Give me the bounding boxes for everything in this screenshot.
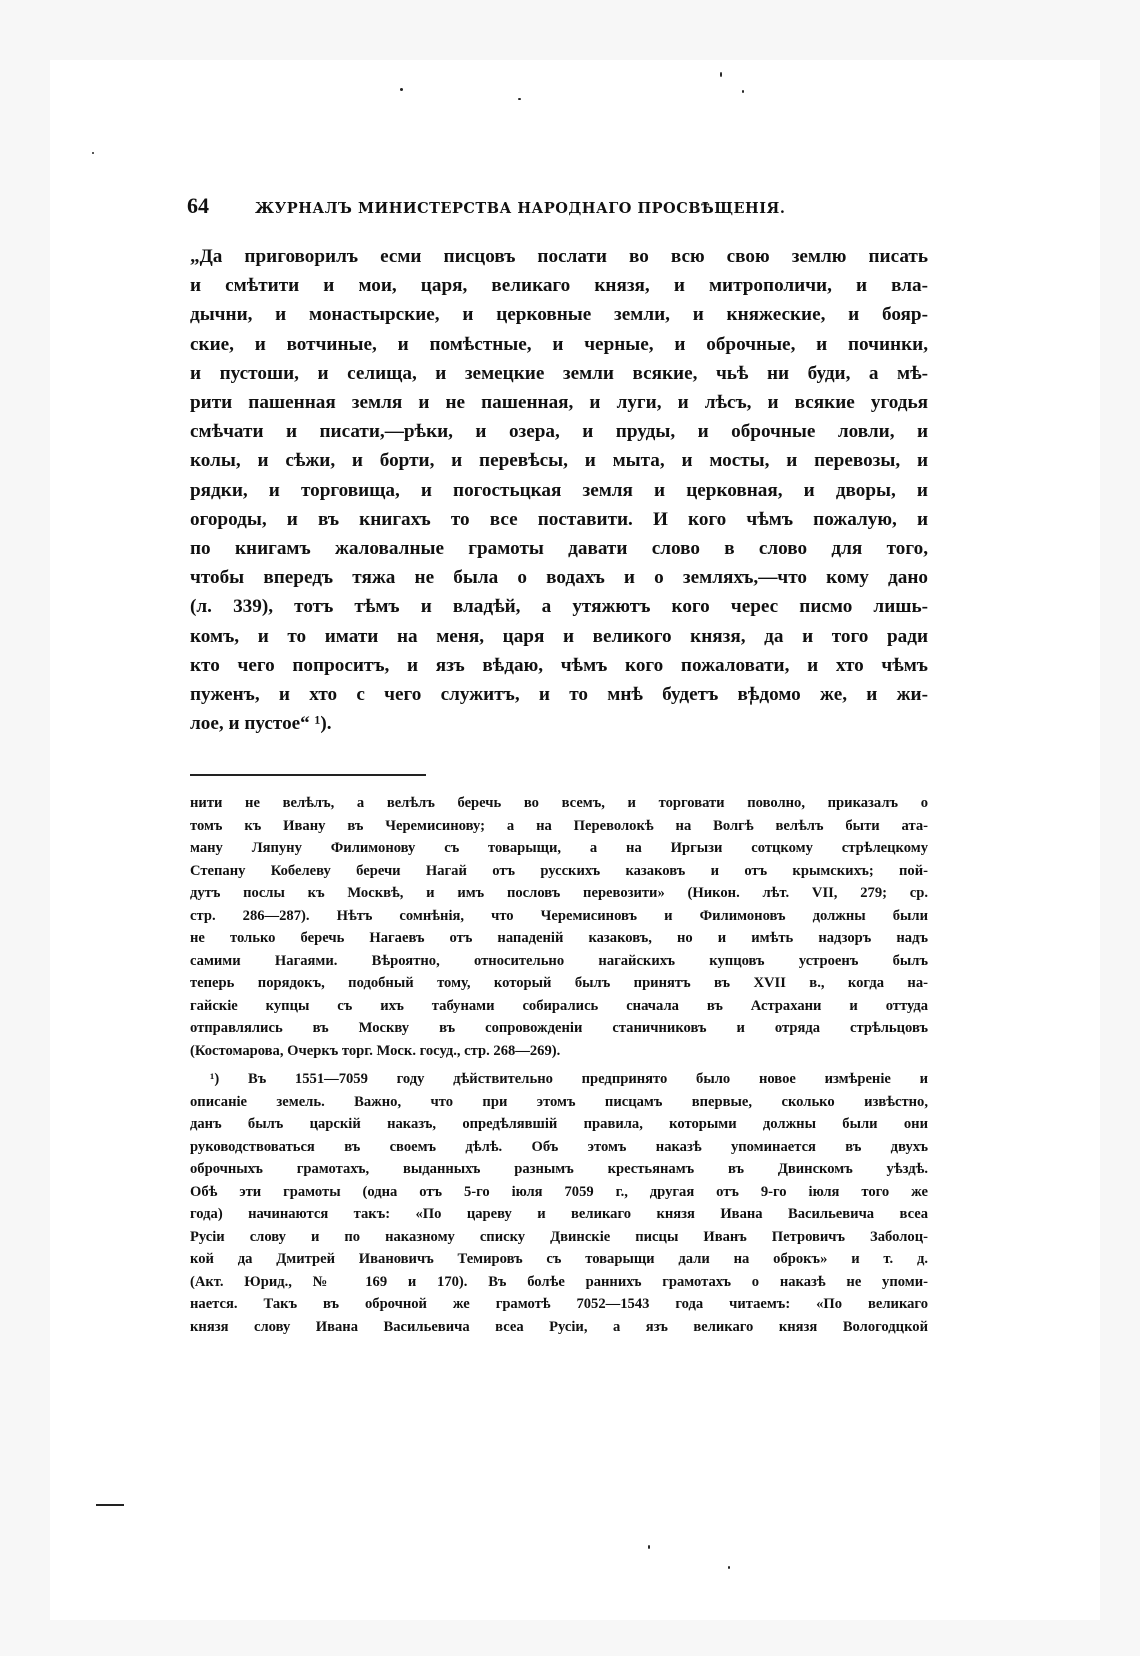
footnote-line: князя слову Ивана Васильевича всеа Русіи, а язъ великаго князя Вологодцкой — [190, 1318, 928, 1335]
scan-speck — [648, 1545, 650, 1549]
scan-speck — [92, 152, 94, 154]
footnote-line: оброчныхъ грамотахъ, выданныхъ разнымъ крестьянамъ въ Двинскомъ уѣздѣ. — [190, 1161, 928, 1177]
footnote-line: нается. Такъ въ оброчной же грамотѣ 7052—1543 года читаемъ: «По великаго — [190, 1296, 928, 1312]
text-line: и смѣтити и мои, царя, великаго князя, и митрополичи, и вла- — [190, 275, 928, 297]
text-line: (л. 339), тотъ тѣмъ и владѣй, а утяжютъ кого черес писмо лишь- — [190, 596, 928, 618]
text-line: по книгамъ жаловалные грамоты давати слово в слово для того, — [190, 538, 928, 560]
footnote-line: теперь порядокъ, подобный тому, который былъ принятъ въ XVII в., когда на- — [190, 975, 928, 991]
page-header — [187, 193, 927, 219]
scan-speck — [400, 88, 403, 91]
text-line: чтобы впередъ тяжа не была о водахъ и о земляхъ,—что кому дано — [190, 567, 928, 589]
page-number: 64 — [187, 193, 209, 218]
text-line: смѣчати и писати,—рѣки, и озера, и пруды, и оброчные ловли, и — [190, 421, 928, 443]
footnote-line: нити не велѣлъ, а велѣлъ беречь во всемъ, и торговати поволно, приказалъ о — [190, 795, 928, 811]
footnote-line: Русіи слову и по наказному списку Двинскіе писцы Иванъ Петровичъ Заболоц- — [190, 1228, 928, 1245]
footnote-line: данъ былъ царскій наказъ, опредѣлявшій правила, которыми должны были они — [190, 1116, 928, 1132]
footnote-line: стр. 286—287). Нѣтъ сомнѣнія, что Черемисиновъ и Филимоновъ должны были — [190, 907, 928, 924]
footnote-line: ману Ляпуну Филимонову съ товарыщи, а на Иргызи сотцкому стрѣлецкому — [190, 840, 928, 856]
text-line: кто чего попроситъ, и язъ вѣдаю, чѣмъ кого пожаловати, и хто чѣмъ — [190, 654, 928, 676]
footnote-line: (Костомарова, Очеркъ торг. Моск. госуд., стр. 268—269). — [190, 1042, 561, 1059]
footnotes-block — [190, 792, 928, 1338]
scan-speck — [742, 90, 744, 93]
footnote-line: дутъ послы къ Москвѣ, и имъ пословъ перевозити» (Никон. лѣт. VII, 279; ср. — [190, 885, 928, 901]
text-line: рити пашенная земля и не пашенная, и луги, и лѣсъ, и всякие угодья — [190, 392, 928, 414]
scan-speck — [720, 72, 722, 77]
scan-speck — [728, 1566, 730, 1569]
footnote-line: Обѣ эти грамоты (одна отъ 5-го іюля 7059 г., другая отъ 9-го іюля того же — [190, 1183, 928, 1200]
scan-speck — [518, 98, 521, 100]
footnote-line: Степану Кобелеву беречи Нагай отъ русскихъ казаковъ и отъ крымскихъ; пой- — [190, 862, 928, 879]
text-line: комъ, и то имати на меня, царя и великого князя, да и того ради — [190, 625, 928, 647]
text-line: ские, и вотчиные, и помѣстные, и черные, и оброчные, и починки, — [190, 333, 928, 355]
text-line: огороды, и въ книгахъ то все поставити. И кого чѣмъ пожалую, и — [190, 508, 928, 530]
text-line: дычни, и монастырские, и церковные земли, и княжеские, и бояр- — [190, 304, 928, 326]
text-line: пуженъ, и хто с чего служитъ, и то мнѣ будетъ вѣдомо же, и жи- — [190, 684, 928, 706]
text-line: „Да приговорилъ есми писцовъ послати во всю свою землю писать — [190, 246, 928, 267]
footnote-line: гайскіе купцы съ ихъ табунами собирались сначала въ Астрахани и оттуда — [190, 997, 928, 1014]
footnote-line: отправлялись въ Москву въ сопровожденіи станичниковъ и отряда стрѣльцовъ — [190, 1020, 928, 1036]
footnote-line: не только беречь Нагаевъ отъ нападеній казаковъ, но и имѣть надзоръ надъ — [190, 930, 928, 946]
footnote-line: (Акт. Юрид., № 169 и 170). Въ болѣе раннихъ грамотахъ о наказѣ не упоми- — [190, 1273, 928, 1290]
footnote-line: кой да Дмитрей Ивановичъ Темировъ съ товарыщи дали на оброкъ» и т. д. — [190, 1251, 928, 1267]
footnote-line: года) начинаются такъ: «По цареву и великаго князя Ивана Васильевича всеа — [190, 1206, 928, 1222]
text-line: и пустоши, и селища, и земецкие земли всякие, чьѣ ни буди, а мѣ- — [190, 362, 928, 384]
running-title: ЖУРНАЛЪ МИНИСТЕРСТВА НАРОДНАГО ПРОСВѢЩЕНІЯ. — [255, 200, 786, 217]
text-line: колы, и сѣжи, и борти, и перевѣсы, и мыта, и мосты, и перевозы, и — [190, 450, 928, 472]
footnote-separator — [190, 774, 426, 776]
footnote-line: руководствоваться въ своемъ дѣлѣ. Объ этомъ наказѣ упоминается въ двухъ — [190, 1138, 928, 1155]
text-line: лое, и пустое“ ¹). — [190, 713, 332, 735]
footnote-line: самими Нагаями. Вѣроятно, относительно нагайскихъ купцовъ устроенъ былъ — [190, 952, 928, 969]
footnote-line: ¹) Въ 1551—7059 году дѣйствительно предпринято было новое измѣреніе и — [210, 1071, 928, 1087]
text-line: рядки, и торговища, и погостьцкая земля и церковная, и дворы, и — [190, 479, 928, 501]
footnote-line: томъ къ Ивану въ Черемисинову; а на Переволокѣ на Волгѣ велѣлъ быти ата- — [190, 817, 928, 834]
margin-mark — [96, 1504, 124, 1506]
main-text-block — [190, 242, 928, 738]
footnote-line: описаніе земель. Важно, что при этомъ писцамъ впервые, сколько извѣстно, — [190, 1093, 928, 1110]
